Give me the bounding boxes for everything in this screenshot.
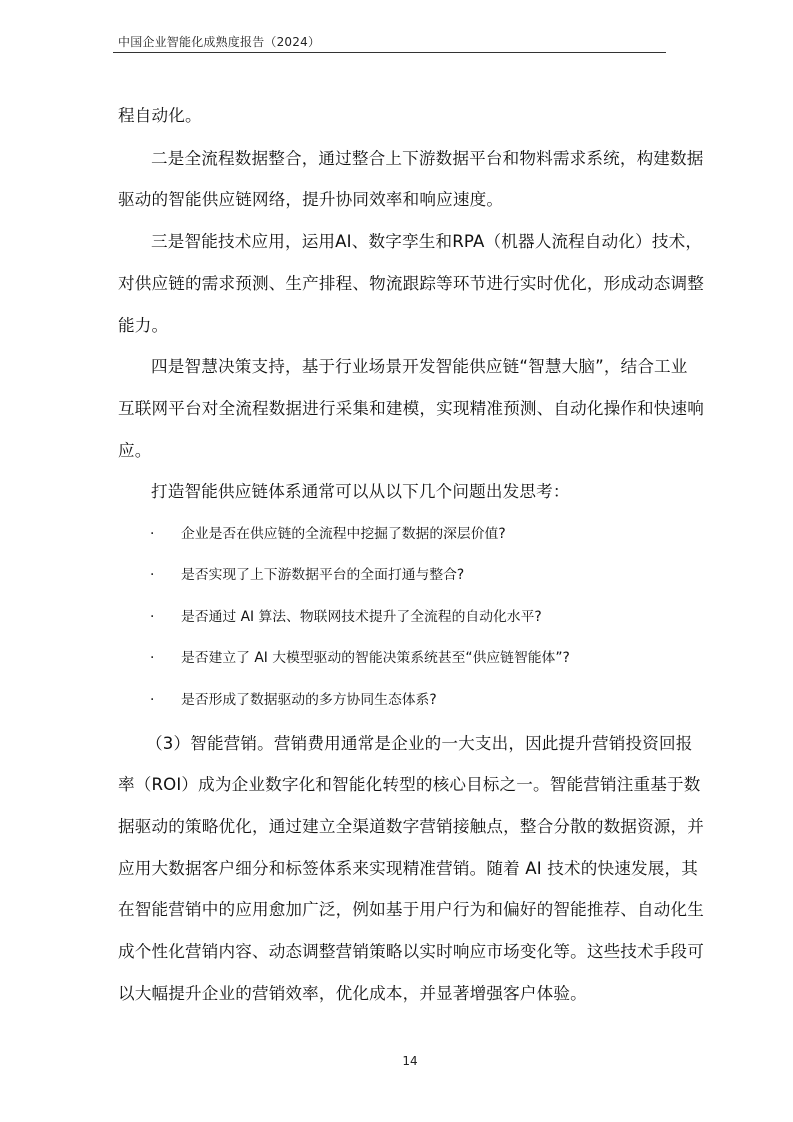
page-number: 14 — [402, 1054, 418, 1068]
paragraph-line: 互联网平台对全流程数据进行采集和建模，实现精准预测、自动化操作和快速响 — [118, 399, 705, 418]
paragraph-line: 在智能营销中的应用愈加广泛，例如基于用户行为和偏好的智能推荐、自动化生 — [118, 900, 705, 919]
bullet-marker: · — [150, 609, 155, 625]
list-item-text: 是否实现了上下游数据平台的全面打通与整合? — [181, 567, 465, 583]
list-item — [150, 649, 570, 667]
bullet-marker: · — [150, 567, 155, 583]
paragraph-line: 据驱动的策略优化，通过建立全渠道数字营销接触点，整合分散的数据资源，并 — [118, 817, 705, 836]
paragraph-line: 应。 — [118, 441, 152, 460]
list-item-text: 企业是否在供应链的全流程中挖掘了数据的深层价值? — [181, 526, 506, 542]
paragraph-line: （3）智能营销。营销费用通常是企业的一大支出，因此提升营销投资回报 — [146, 734, 693, 753]
paragraph-line: 驱动的智能供应链网络，提升协同效率和响应速度。 — [118, 190, 504, 209]
paragraph-line: 率（ROI）成为企业数字化和智能化转型的核心目标之一。智能营销注重基于数 — [118, 775, 701, 794]
bullet-marker: · — [150, 526, 155, 542]
bullet-marker: · — [150, 692, 155, 708]
paragraph-line: 应用大数据客户细分和标签体系来实现精准营销。随着 AI 技术的快速发展，其 — [118, 859, 698, 878]
paragraph-line: 以大幅提升企业的营销效率，优化成本，并显著增强客户体验。 — [118, 984, 587, 1003]
list-item-text: 是否通过 AI 算法、物联网技术提升了全流程的自动化水平? — [181, 609, 542, 625]
list-item — [150, 691, 437, 709]
paragraph-line: 能力。 — [118, 316, 169, 335]
paragraph-line: 打造智能供应链体系通常可以从以下几个问题出发思考： — [151, 482, 570, 501]
paragraph-line: 二是全流程数据整合，通过整合上下游数据平台和物料需求系统，构建数据 — [151, 149, 704, 168]
paragraph-line: 对供应链的需求预测、生产排程、物流跟踪等环节进行实时优化，形成动态调整 — [118, 274, 705, 293]
list-item-text: 是否形成了数据驱动的多方协同生态体系? — [181, 692, 437, 708]
paragraph-line: 程自动化。 — [118, 106, 202, 125]
bullet-marker: · — [150, 650, 155, 666]
header-divider — [113, 52, 666, 53]
paragraph-line: 成个性化营销内容、动态调整营销策略以实时响应市场变化等。这些技术手段可 — [118, 942, 705, 961]
list-item-text: 是否建立了 AI 大模型驱动的智能决策系统甚至“供应链智能体”? — [181, 650, 570, 666]
paragraph-line: 四是智慧决策支持，基于行业场景开发智能供应链“智慧大脑”，结合工业 — [151, 357, 688, 376]
running-header: 中国企业智能化成熟度报告（2024） — [118, 35, 321, 49]
paragraph-line: 三是智能技术应用，运用AI、数字孪生和RPA（机器人流程自动化）技术， — [151, 232, 703, 251]
list-item — [150, 566, 464, 584]
list-item — [150, 608, 542, 626]
list-item — [150, 525, 506, 543]
